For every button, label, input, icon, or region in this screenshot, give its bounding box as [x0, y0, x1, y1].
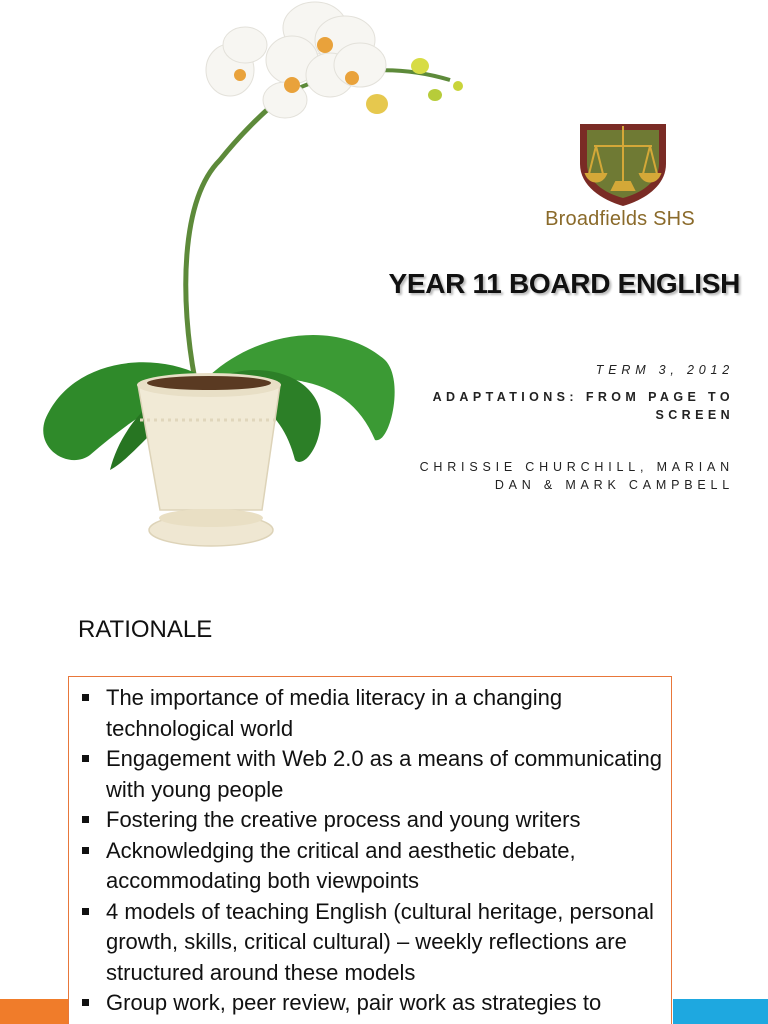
unit-name: ADAPTATIONS: FROM PAGE TO SCREEN	[432, 390, 734, 422]
slide-title: YEAR 11 BOARD ENGLISH	[388, 268, 740, 299]
list-item-text: Group work, peer review, pair work as strategies to	[106, 990, 602, 1015]
bullet-square-icon	[82, 999, 89, 1006]
bullet-square-icon	[82, 694, 89, 701]
list-item-text: Fostering the creative process and young writers	[106, 807, 581, 832]
list-item-text: Acknowledging the critical and aesthetic debate, accommodating both viewpoints	[106, 837, 576, 893]
bullet-square-icon	[82, 908, 89, 915]
list-item	[77, 897, 663, 989]
rationale-heading: RATIONALE	[78, 616, 213, 643]
orange-accent-bar	[0, 999, 68, 1024]
rationale-content-box	[68, 676, 672, 1024]
term-date: TERM 3, 2012	[595, 363, 734, 377]
list-item-text: 4 models of teaching English (cultural heritage, personal growth, skills, critical cultural) – weekly reflections are structured around these models	[106, 898, 654, 985]
list-item	[77, 805, 663, 836]
list-item-text: The importance of media literacy in a changing technological world	[106, 685, 563, 741]
list-item	[77, 683, 663, 744]
authors: CHRISSIE CHURCHILL, MARIAN DAN & MARK CAMPBELL	[419, 460, 734, 492]
list-item	[77, 988, 663, 1019]
bullet-square-icon	[82, 755, 89, 762]
list-item	[77, 836, 663, 897]
list-item	[77, 744, 663, 805]
bullet-square-icon	[82, 847, 89, 854]
school-name: Broadfields SHS	[545, 208, 695, 230]
school-crest-icon	[572, 118, 674, 206]
rationale-list	[77, 683, 663, 1019]
list-item-text: Engagement with Web 2.0 as a means of communicating with young people	[106, 746, 663, 802]
blue-accent-bar	[673, 999, 768, 1024]
bullet-square-icon	[82, 816, 89, 823]
